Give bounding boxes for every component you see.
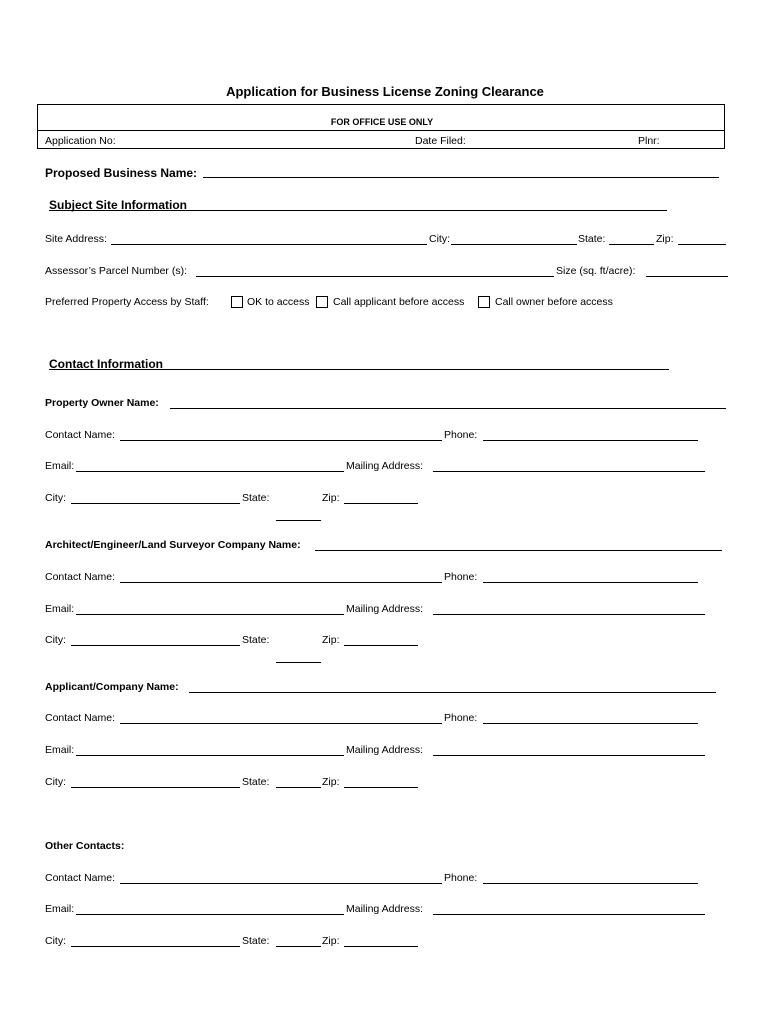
owner-mailing-field[interactable]: [433, 471, 705, 472]
call-owner-label: Call owner before access: [495, 296, 613, 308]
applicant-state-label: State:: [242, 776, 270, 788]
parcel-number-field[interactable]: [196, 276, 554, 277]
architect-zip-field[interactable]: [344, 645, 418, 646]
other-state-label: State:: [242, 935, 270, 947]
architect-mailing-label: Mailing Address:: [346, 603, 424, 615]
applicant-email-label: Email:: [45, 744, 75, 756]
business-name-label: Proposed Business Name:: [45, 166, 198, 180]
applicant-contact-name-field[interactable]: [120, 723, 442, 724]
applicant-zip-field[interactable]: [344, 787, 418, 788]
other-state-field[interactable]: [276, 946, 321, 947]
applicant-label: Applicant/Company Name:: [45, 681, 179, 693]
applicant-zip-label: Zip:: [322, 776, 340, 788]
call-applicant-checkbox[interactable]: [316, 296, 328, 308]
site-address-field[interactable]: [111, 244, 427, 245]
site-state-field[interactable]: [609, 244, 654, 245]
site-zip-label: Zip:: [656, 233, 674, 245]
owner-contact-name-label: Contact Name:: [45, 429, 116, 441]
call-owner-checkbox[interactable]: [478, 296, 490, 308]
other-city-field[interactable]: [71, 946, 240, 947]
parcel-number-label: Assessor’s Parcel Number (s):: [45, 265, 187, 277]
other-email-field[interactable]: [76, 914, 344, 915]
form-title: Application for Business License Zoning Clearance: [226, 84, 544, 99]
architect-email-field[interactable]: [76, 614, 344, 615]
owner-city-field[interactable]: [71, 503, 240, 504]
architect-mailing-field[interactable]: [433, 614, 705, 615]
office-use-header: FOR OFFICE USE ONLY: [330, 117, 434, 127]
architect-label: Architect/Engineer/Land Surveyor Company Name:: [45, 539, 301, 551]
site-zip-field[interactable]: [678, 244, 726, 245]
architect-contact-name-label: Contact Name:: [45, 571, 116, 583]
site-city-label: City:: [429, 233, 450, 245]
other-mailing-label: Mailing Address:: [346, 903, 424, 915]
owner-email-label: Email:: [45, 460, 75, 472]
owner-state-field[interactable]: [276, 520, 321, 521]
access-label: Preferred Property Access by Staff:: [45, 296, 209, 308]
other-contact-name-label: Contact Name:: [45, 872, 116, 884]
property-owner-label: Property Owner Name:: [45, 397, 159, 409]
business-name-field[interactable]: [203, 177, 719, 178]
other-zip-label: Zip:: [322, 935, 340, 947]
contact-info-heading-rule: [49, 369, 669, 370]
architect-phone-field[interactable]: [483, 582, 698, 583]
owner-zip-label: Zip:: [322, 492, 340, 504]
site-address-label: Site Address:: [45, 233, 107, 245]
architect-field[interactable]: [315, 550, 722, 551]
applicant-city-field[interactable]: [71, 787, 240, 788]
architect-city-field[interactable]: [71, 645, 240, 646]
architect-state-field[interactable]: [276, 662, 321, 663]
site-info-heading: Subject Site Information: [49, 198, 188, 212]
applicant-mailing-field[interactable]: [433, 755, 705, 756]
owner-mailing-label: Mailing Address:: [346, 460, 424, 472]
site-state-label: State:: [578, 233, 606, 245]
size-field[interactable]: [646, 276, 728, 277]
architect-contact-name-field[interactable]: [120, 582, 442, 583]
other-contacts-label: Other Contacts:: [45, 840, 125, 852]
other-email-label: Email:: [45, 903, 75, 915]
applicant-field[interactable]: [189, 692, 716, 693]
architect-city-label: City:: [45, 634, 66, 646]
date-filed-label: Date Filed:: [415, 135, 466, 147]
other-contact-name-field[interactable]: [120, 883, 442, 884]
applicant-phone-field[interactable]: [483, 723, 698, 724]
application-no-label: Application No:: [45, 135, 116, 147]
owner-zip-field[interactable]: [344, 503, 418, 504]
office-use-divider: [38, 130, 724, 131]
owner-phone-label: Phone:: [444, 429, 478, 441]
ok-to-access-checkbox[interactable]: [231, 296, 243, 308]
applicant-email-field[interactable]: [76, 755, 344, 756]
other-city-label: City:: [45, 935, 66, 947]
site-city-field[interactable]: [451, 244, 577, 245]
applicant-phone-label: Phone:: [444, 712, 478, 724]
size-label: Size (sq. ft/acre):: [556, 265, 636, 277]
ok-to-access-label: OK to access: [247, 296, 310, 308]
architect-state-label: State:: [242, 634, 270, 646]
owner-phone-field[interactable]: [483, 440, 698, 441]
other-zip-field[interactable]: [344, 946, 418, 947]
applicant-state-field[interactable]: [276, 787, 321, 788]
applicant-mailing-label: Mailing Address:: [346, 744, 424, 756]
site-info-heading-rule: [49, 210, 667, 211]
plnr-label: Plnr:: [638, 135, 660, 147]
applicant-contact-name-label: Contact Name:: [45, 712, 116, 724]
call-applicant-label: Call applicant before access: [333, 296, 465, 308]
architect-phone-label: Phone:: [444, 571, 478, 583]
architect-email-label: Email:: [45, 603, 75, 615]
property-owner-field[interactable]: [170, 408, 726, 409]
architect-zip-label: Zip:: [322, 634, 340, 646]
owner-city-label: City:: [45, 492, 66, 504]
other-phone-field[interactable]: [483, 883, 698, 884]
owner-state-label: State:: [242, 492, 270, 504]
other-phone-label: Phone:: [444, 872, 478, 884]
applicant-city-label: City:: [45, 776, 66, 788]
other-mailing-field[interactable]: [433, 914, 705, 915]
contact-info-heading: Contact Information: [49, 357, 163, 371]
owner-contact-name-field[interactable]: [120, 440, 442, 441]
owner-email-field[interactable]: [76, 471, 344, 472]
office-use-box: [37, 104, 725, 149]
